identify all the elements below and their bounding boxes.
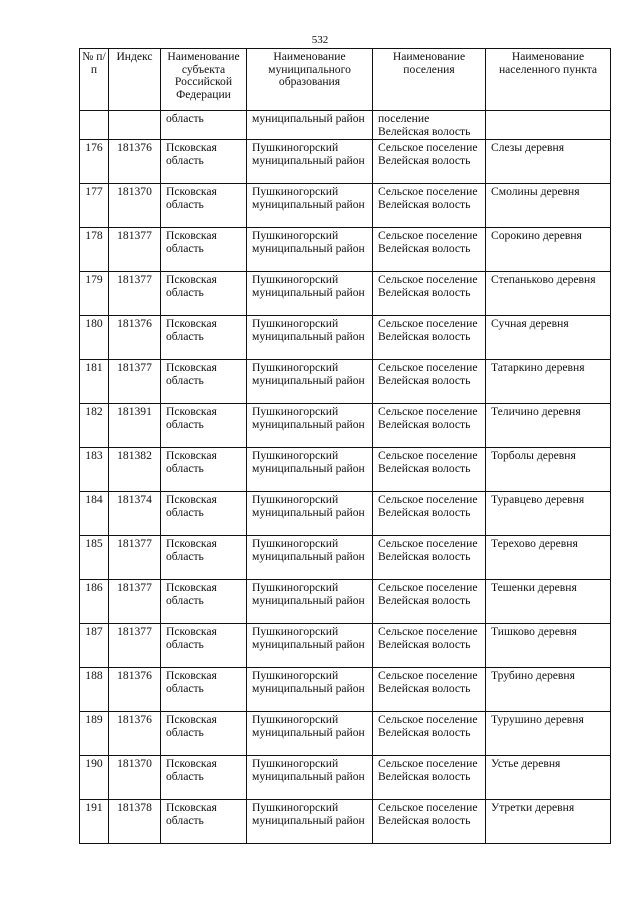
cell-subject: Псковская область: [161, 712, 247, 756]
cell-index: 181377: [109, 360, 161, 404]
cell-settlement: Сельское поселение Велейская волость: [373, 448, 486, 492]
cell-locality: Трубино деревня: [486, 668, 611, 712]
cell-num: 188: [80, 668, 109, 712]
cell-subject: Псковская область: [161, 228, 247, 272]
cell-index: 181376: [109, 316, 161, 360]
table-row: [80, 316, 611, 360]
cell-index: 181378: [109, 800, 161, 844]
cell-municipality: Пушкиногорский муниципальный район: [247, 580, 373, 624]
cell-index: 181391: [109, 404, 161, 448]
cell-locality: Турушино деревня: [486, 712, 611, 756]
cell-settlement: Сельское поселение Велейская волость: [373, 580, 486, 624]
table-row: [80, 712, 611, 756]
cell-settlement: Сельское поселение Велейская волость: [373, 536, 486, 580]
cell-subject: Псковская область: [161, 536, 247, 580]
cell-index: 181382: [109, 448, 161, 492]
cell-locality: Татаркино деревня: [486, 360, 611, 404]
cell-num: 178: [80, 228, 109, 272]
cell-locality: Торболы деревня: [486, 448, 611, 492]
cell-index: 181376: [109, 140, 161, 184]
cell-settlement: Сельское поселение Велейская волость: [373, 624, 486, 668]
cell-subject: Псковская область: [161, 140, 247, 184]
cell-index: 181377: [109, 580, 161, 624]
cell-municipality: Пушкиногорский муниципальный район: [247, 536, 373, 580]
cell-municipality: Пушкиногорский муниципальный район: [247, 712, 373, 756]
cell-locality: Теличино деревня: [486, 404, 611, 448]
cell-locality: Сорокино деревня: [486, 228, 611, 272]
cell-settlement: Сельское поселение Велейская волость: [373, 492, 486, 536]
cell-locality: Смолины деревня: [486, 184, 611, 228]
cell-municipality: Пушкиногорский муниципальный район: [247, 668, 373, 712]
header-locality: Наименование населенного пункта: [486, 49, 611, 111]
table-row: [80, 756, 611, 800]
cell-locality: Слезы деревня: [486, 140, 611, 184]
cell-settlement: Сельское поселение Велейская волость: [373, 316, 486, 360]
cell-municipality: Пушкиногорский муниципальный район: [247, 140, 373, 184]
table-row: [80, 404, 611, 448]
cell-settlement: Сельское поселение Велейская волость: [373, 404, 486, 448]
table-row: [80, 360, 611, 404]
cell-municipality: муниципальный район: [247, 111, 373, 140]
cell-num: 191: [80, 800, 109, 844]
cell-num: 189: [80, 712, 109, 756]
cell-index: 181370: [109, 184, 161, 228]
cell-locality: [486, 111, 611, 140]
cell-municipality: Пушкиногорский муниципальный район: [247, 360, 373, 404]
cell-municipality: Пушкиногорский муниципальный район: [247, 624, 373, 668]
cell-municipality: Пушкиногорский муниципальный район: [247, 228, 373, 272]
cell-num: 184: [80, 492, 109, 536]
cell-subject: Псковская область: [161, 360, 247, 404]
cell-num: 186: [80, 580, 109, 624]
cell-num: 179: [80, 272, 109, 316]
table-row: [80, 624, 611, 668]
cell-subject: Псковская область: [161, 624, 247, 668]
cell-locality: Устье деревня: [486, 756, 611, 800]
header-municipality: Наименование муниципального образования: [247, 49, 373, 111]
cell-index: 181370: [109, 756, 161, 800]
cell-settlement: Сельское поселение Велейская волость: [373, 360, 486, 404]
header-num: № п/п: [80, 49, 109, 111]
cell-subject: Псковская область: [161, 492, 247, 536]
cell-subject: Псковская область: [161, 448, 247, 492]
cell-num: 177: [80, 184, 109, 228]
cell-index: 181376: [109, 712, 161, 756]
cell-settlement: Сельское поселение Велейская волость: [373, 184, 486, 228]
cell-index: [109, 111, 161, 140]
cell-num: 181: [80, 360, 109, 404]
cell-locality: Сучная деревня: [486, 316, 611, 360]
table-row: [80, 140, 611, 184]
cell-num: 190: [80, 756, 109, 800]
cell-subject: область: [161, 111, 247, 140]
cell-index: 181374: [109, 492, 161, 536]
table-row: [80, 536, 611, 580]
cell-index: 181376: [109, 668, 161, 712]
cell-index: 181377: [109, 272, 161, 316]
cell-municipality: Пушкиногорский муниципальный район: [247, 404, 373, 448]
cell-num: [80, 111, 109, 140]
cell-subject: Псковская область: [161, 316, 247, 360]
cell-num: 180: [80, 316, 109, 360]
cell-locality: Туравцево деревня: [486, 492, 611, 536]
cell-municipality: Пушкиногорский муниципальный район: [247, 272, 373, 316]
table-row: [80, 228, 611, 272]
cell-settlement: Сельское поселение Велейская волость: [373, 140, 486, 184]
cell-index: 181377: [109, 624, 161, 668]
cell-settlement: Сельское поселение Велейская волость: [373, 756, 486, 800]
table-row-continuation: [80, 111, 611, 140]
cell-num: 182: [80, 404, 109, 448]
cell-index: 181377: [109, 536, 161, 580]
cell-subject: Псковская область: [161, 184, 247, 228]
cell-settlement: Сельское поселение Велейская волость: [373, 228, 486, 272]
page-number: 532: [311, 34, 329, 46]
cell-locality: Терехово деревня: [486, 536, 611, 580]
cell-subject: Псковская область: [161, 404, 247, 448]
cell-subject: Псковская область: [161, 668, 247, 712]
cell-municipality: Пушкиногорский муниципальный район: [247, 492, 373, 536]
table-row: [80, 184, 611, 228]
cell-num: 187: [80, 624, 109, 668]
cell-settlement: Сельское поселение Велейская волость: [373, 712, 486, 756]
table-row: [80, 580, 611, 624]
cell-subject: Псковская область: [161, 800, 247, 844]
table-row: [80, 448, 611, 492]
header-index: Индекс: [109, 49, 161, 111]
cell-locality: Тешенки деревня: [486, 580, 611, 624]
header-subject: Наименование субъекта Российской Федерации: [161, 49, 247, 111]
cell-municipality: Пушкиногорский муниципальный район: [247, 448, 373, 492]
cell-num: 185: [80, 536, 109, 580]
cell-num: 183: [80, 448, 109, 492]
cell-municipality: Пушкиногорский муниципальный район: [247, 316, 373, 360]
cell-municipality: Пушкиногорский муниципальный район: [247, 756, 373, 800]
cell-settlement: Сельское поселение Велейская волость: [373, 800, 486, 844]
header-settlement: Наименование поселения: [373, 49, 486, 111]
cell-index: 181377: [109, 228, 161, 272]
table-row: [80, 492, 611, 536]
localities-table: [79, 48, 611, 844]
cell-municipality: Пушкиногорский муниципальный район: [247, 184, 373, 228]
cell-municipality: Пушкиногорский муниципальный район: [247, 800, 373, 844]
cell-subject: Псковская область: [161, 272, 247, 316]
cell-subject: Псковская область: [161, 756, 247, 800]
table-row: [80, 272, 611, 316]
cell-locality: Степаньково деревня: [486, 272, 611, 316]
table-header-row: [80, 49, 611, 111]
table-row: [80, 800, 611, 844]
cell-subject: Псковская область: [161, 580, 247, 624]
cell-locality: Тишково деревня: [486, 624, 611, 668]
cell-num: 176: [80, 140, 109, 184]
cell-settlement: Сельское поселение Велейская волость: [373, 668, 486, 712]
cell-settlement: Сельское поселение Велейская волость: [373, 272, 486, 316]
cell-locality: Утретки деревня: [486, 800, 611, 844]
cell-settlement: поселение Велейская волость: [373, 111, 486, 140]
table-row: [80, 668, 611, 712]
